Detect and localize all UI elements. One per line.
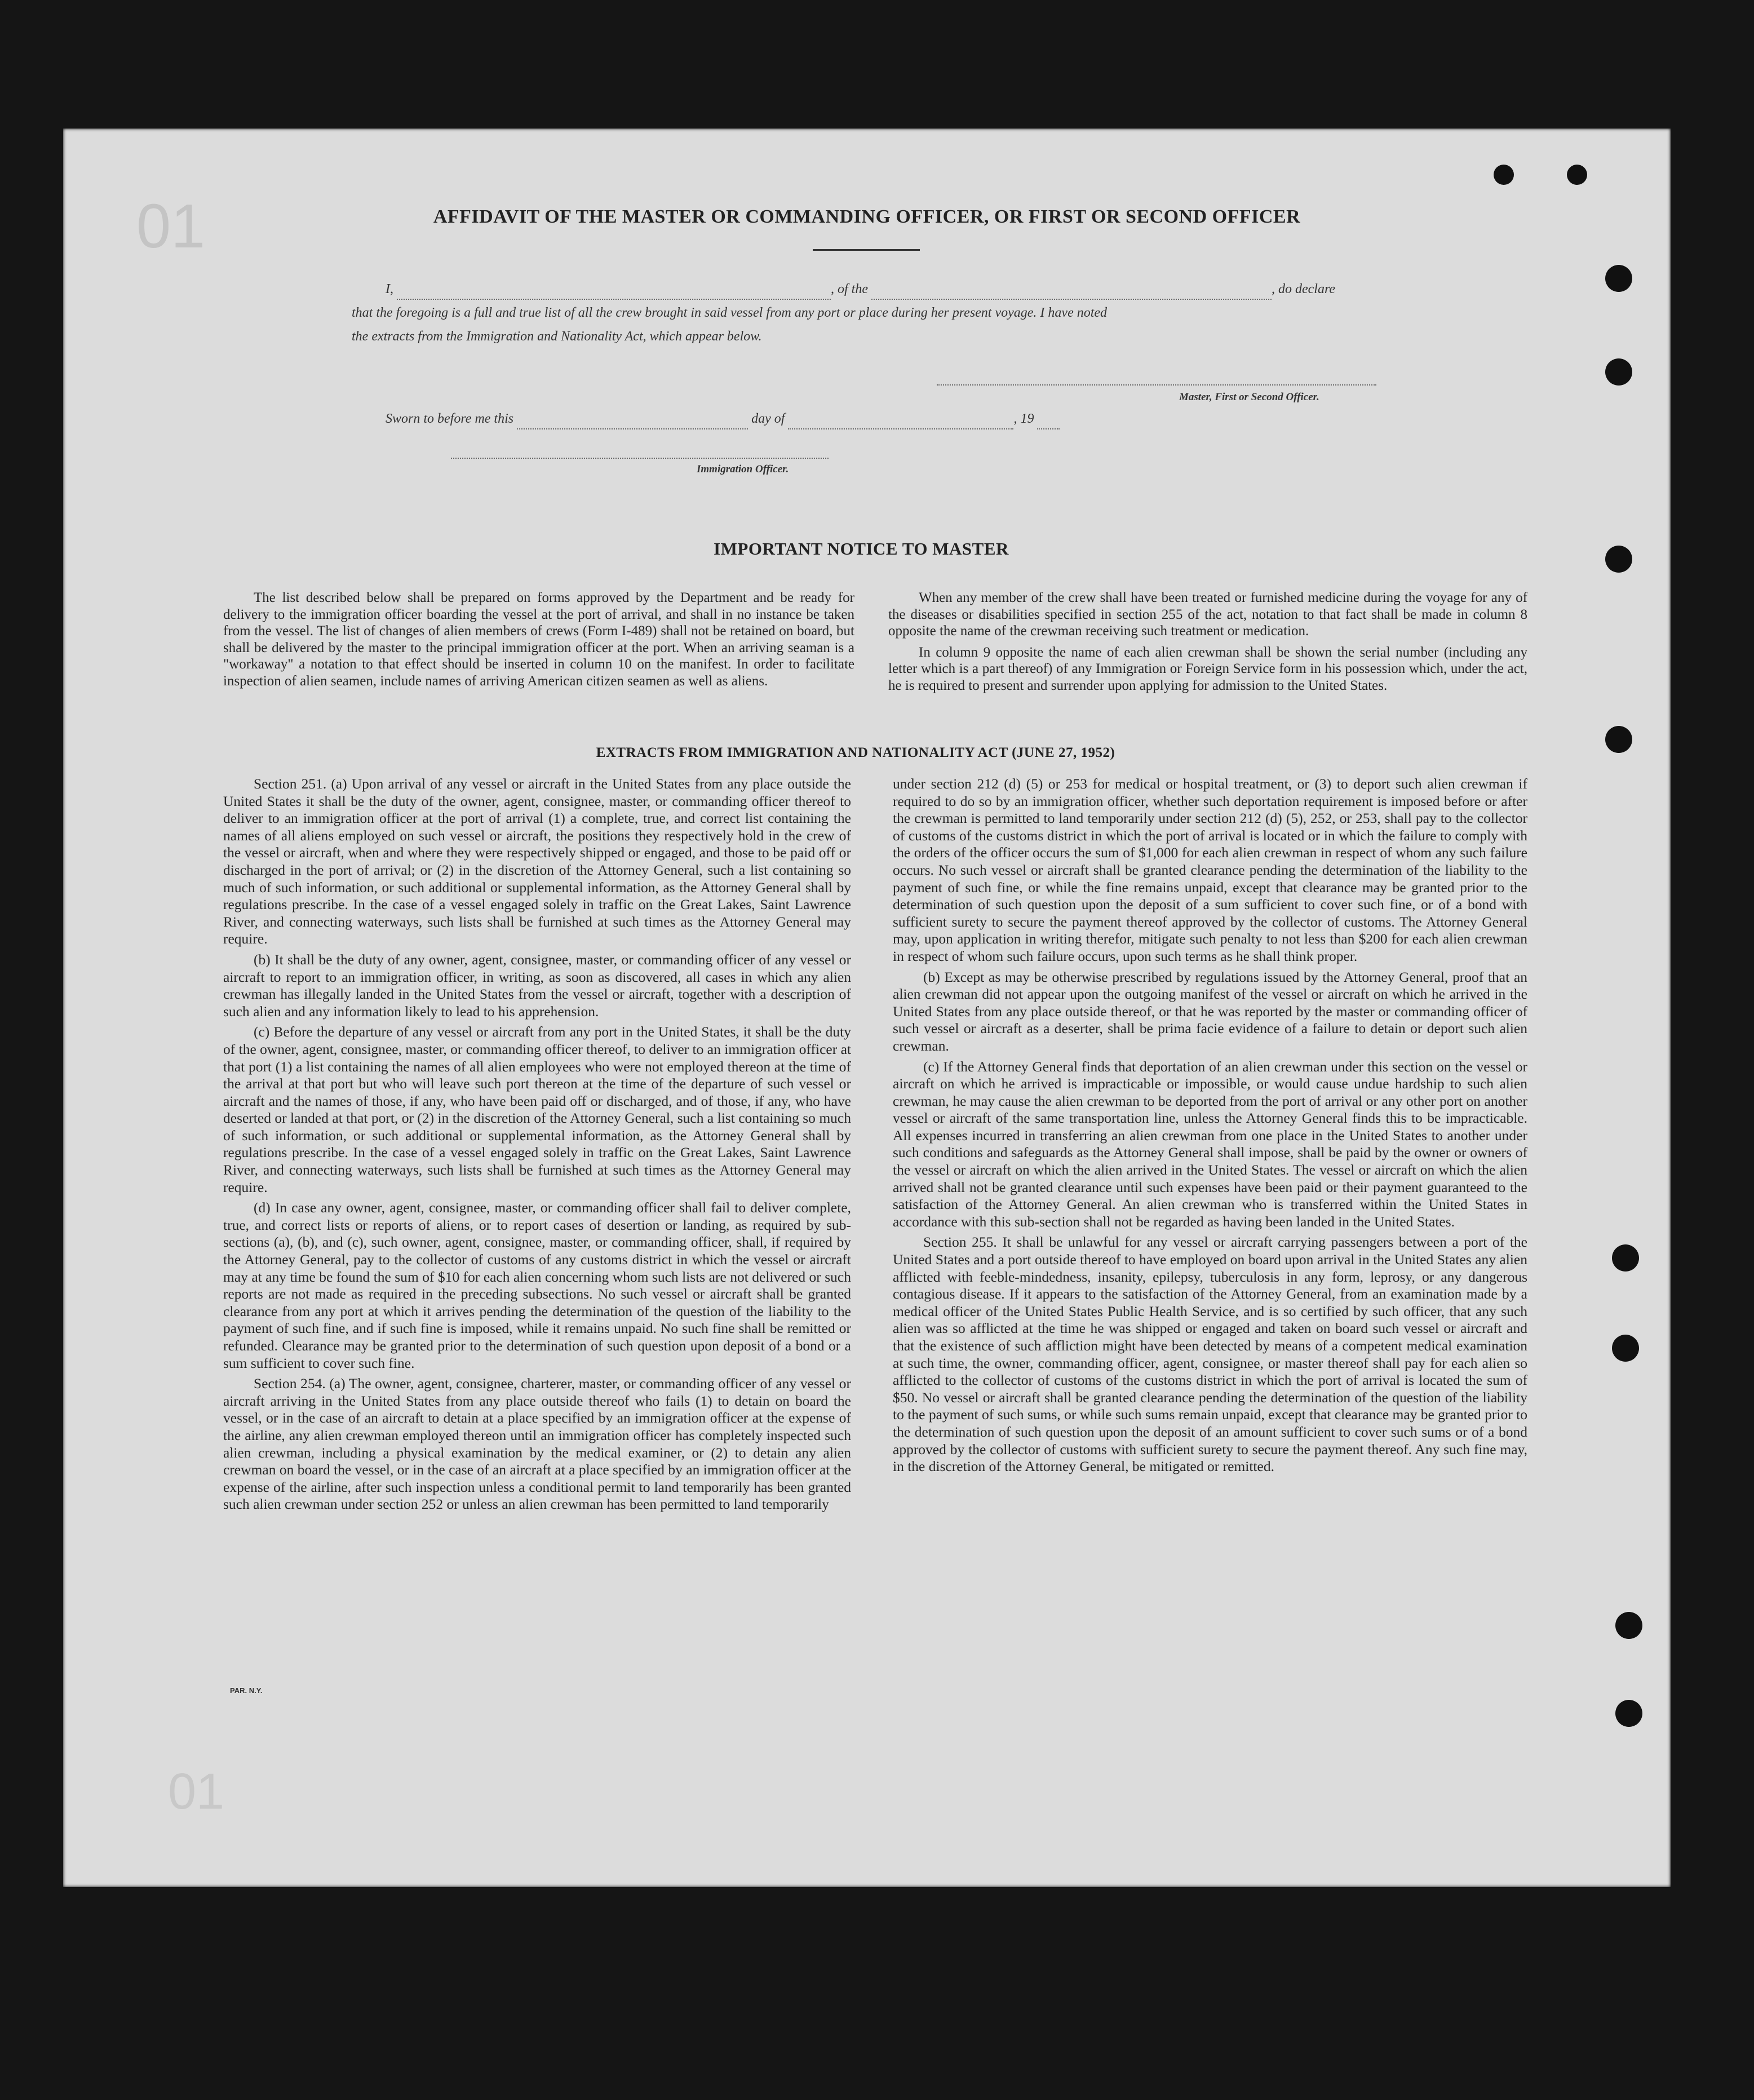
declaration-do-declare: , do declare xyxy=(1272,282,1336,296)
sworn-month-field[interactable] xyxy=(788,416,1013,429)
sworn-text: Sworn to before me this xyxy=(386,411,514,426)
extract-paragraph: (b) Except as may be otherwise prescribed by regulations issued by the Attorney General, proof that an alien crewman did not appear upon the outgoing manifest of the vessel or aircraft on which he arrived in the United States from any place outside thereof, or that he was reported by the master or commanding officer of such vessel or aircraft as a deserter, shall be prima facie evidence of a failure to detain or deport such alien crewman. xyxy=(893,968,1527,1054)
punch-hole xyxy=(1605,358,1632,386)
notice-paragraph: In column 9 opposite the name of each alien crewman shall be shown the serial number (including any letter which is a part thereof) of any Immigration or Foreign Service form in his possession which, under the act, he is required to present and surrender upon applying for admission to the United States. xyxy=(888,644,1527,693)
punch-hole xyxy=(1612,1335,1639,1362)
extract-paragraph: Section 254. (a) The owner, agent, consignee, charterer, master, or commanding officer of any vessel or aircraft arriving in the United States from any place outside thereof who fails (1) to detain on board the vessel, or in the case of an aircraft to detain at a place specified by an immigration officer at the expense of the airline, any alien crewman employed thereon until an immigration officer has completely inspected such alien crewman, including a physical examination by the medical examiner, or (2) to detain any alien crewman on board the vessel, or in the case of an aircraft at a place specified by an immigration officer at the expense of the airline, after such inspection unless a conditional permit to land temporarily has been granted such alien crewman under section 252 or unless an alien crewman has been permitted to land temporarily xyxy=(223,1375,851,1513)
punch-hole xyxy=(1605,265,1632,292)
master-signature-line[interactable] xyxy=(937,384,1376,386)
notice-paragraph: When any member of the crew shall have been treated or furnished medicine during the voyage for any of the diseases or disabilities specified in section 255 of the act, notation to that fact shall be made in column 8 opposite the name of the crewman receiving such treatment or medication. xyxy=(888,590,1527,639)
declaration-of-the: , of the xyxy=(831,282,868,296)
declaration-line-2: that the foregoing is a full and true list of all the crew brought in said vessel from any port or place during her present voyage. I have noted xyxy=(352,305,1108,320)
notice-left-column xyxy=(223,590,854,694)
master-caption: Master, First or Second Officer. xyxy=(1179,391,1319,403)
name-field[interactable] xyxy=(397,286,831,300)
sworn-year-field[interactable] xyxy=(1037,416,1060,429)
affidavit-title: AFFIDAVIT OF THE MASTER OR COMMANDING OFFICER, OR FIRST OR SECOND OFFICER xyxy=(433,206,1301,227)
notice-paragraph: The list described below shall be prepared on forms approved by the Department and be ready for delivery to the immigration officer boarding the vessel at the port of arrival, and shall in no instance be taken from the vessel. The list of changes of alien members of crews (Form I-489) shall not be retained on board, but shall be delivered by the master to the principal immigration officer at the port. When an arriving seaman is a "workaway" a notation to that effect should be inserted in column 10 on the manifest. In order to facilitate inspection of alien seamen, include names of arriving American citizen seamen as well as aliens. xyxy=(223,590,854,689)
extract-paragraph: (c) If the Attorney General finds that deportation of an alien crewman under this section on the vessel or aircraft on which he arrived is impracticable or impossible, or would cause undue hardship to such alien crewman, he may cause the alien crewman to be deported from the port of arrival or any other port on another vessel or aircraft of the same transportation line, unless the Attorney General finds this to be impracticable. All expenses incurred in transferring an alien crewman from one place in the United States to another under such conditions and safeguards as the Attorney General shall impose, shall be paid by the owner or owners of the vessel or aircraft on which the alien arrived in the United States. The vessel or aircraft on which the alien arrived shall not be granted clearance until such expenses have been paid or their payment guaranteed to the satisfaction of the Attorney General. An alien crewman who is transferred within the United States in accordance with this sub-section shall not be regarded as having been landed in the United States. xyxy=(893,1058,1527,1230)
sworn-line xyxy=(386,408,1175,429)
form-page xyxy=(63,129,1671,1887)
extract-paragraph: (b) It shall be the duty of any owner, agent, consignee, master, or commanding officer of any vessel or aircraft to report to an immigration officer, in writing, as soon as discovered, all cases in which any alien crewman has illegally landed in the United States from the vessel or aircraft, together with a description of such alien and any information likely to lead to his apprehension. xyxy=(223,951,851,1020)
vessel-field[interactable] xyxy=(871,286,1272,300)
extract-paragraph: (d) In case any owner, agent, consignee, master, or commanding officer shall fail to deliver complete, true, and correct lists or reports of aliens, or to report cases of desertion or landing, as required by sub-sections (a), (b), and (c), such owner, agent, consignee, master, or commanding officer, shall, if required by the Attorney General, pay to the collector of customs of any customs district in which the vessel or aircraft may at any time be found the sum of $10 for each alien concerning whom such lists are not delivered or such reports are not made as required in the preceding subsections. No such vessel or aircraft shall be granted clearance from any port at which it arrives pending the determination of the question of the liability to the payment of such fine, and if such fine is imposed, while it remains unpaid. No such fine shall be remitted or refunded. Clearance may be granted prior to the determination of such question upon deposit of a bond or a sum sufficient to cover such fine. xyxy=(223,1199,851,1371)
title-underline xyxy=(813,249,920,251)
punch-hole xyxy=(1615,1700,1642,1727)
declaration-line-1 xyxy=(386,278,1445,300)
punch-hole xyxy=(1567,165,1587,185)
notice-title: IMPORTANT NOTICE TO MASTER xyxy=(714,539,1009,559)
extracts-right-column xyxy=(893,776,1527,1479)
declaration-i: I, xyxy=(386,282,393,296)
extract-paragraph: Section 251. (a) Upon arrival of any vessel or aircraft in the United States from any place outside the United States it shall be the duty of the owner, agent, consignee, master, or commanding officer thereof to deliver to an immigration officer at the port of arrival (1) a complete, true, and correct list containing the names of all aliens employed on such vessel or aircraft, the positions they respectively hold in the crew of the vessel or aircraft, when and where they were respectively shipped or engaged, and those to be paid off or discharged in the port of arrival; or (2) in the discretion of the Attorney General, such a list containing so much of such information, or such additional or supplemental information, as the Attorney General shall by regulations prescribe. In the case of a vessel engaged solely in traffic on the Great Lakes, Saint Lawrence River, and connecting waterways, such lists shall be furnished at such times as the Attorney General may require. xyxy=(223,776,851,947)
year-prefix: , 19 xyxy=(1013,411,1034,426)
printer-mark: PAR. N.Y. xyxy=(230,1686,263,1695)
declaration-line-3: the extracts from the Immigration and Nationality Act, which appear below. xyxy=(352,329,762,344)
extracts-title: EXTRACTS FROM IMMIGRATION AND NATIONALITY ACT (JUNE 27, 1952) xyxy=(596,745,1115,760)
punch-hole xyxy=(1615,1612,1642,1639)
officer-signature-line[interactable] xyxy=(451,458,829,459)
day-of-text: day of xyxy=(751,411,785,426)
extract-paragraph: (c) Before the departure of any vessel or aircraft from any port in the United States, it shall be the duty of the owner, agent, consignee, master, or commanding officer thereof, to deliver to an immigration officer at that port (1) a list containing the names of all alien employees who were not employed thereon at the time of the arrival at that port but who will leave such port thereon at the time of the departure of such vessel or aircraft and the names of those, if any, who have been paid off or discharged, and of those, if any, who have deserted or landed at that port, or (2) in the discretion of the Attorney General, such a list containing so much of such information, or such additional or supplemental information, as the Attorney General shall by regulations prescribe. In the case of a vessel engaged solely in traffic on the Great Lakes, Saint Lawrence River, and connecting waterways, such lists shall be furnished at such times as the Attorney General may require. xyxy=(223,1024,851,1195)
punch-hole xyxy=(1612,1244,1639,1271)
punch-hole xyxy=(1494,165,1514,185)
extract-paragraph: under section 212 (d) (5) or 253 for medical or hospital treatment, or (3) to deport such alien crewman if required to do so by an immigration officer, whether such deportation requirement is imposed before or after the crewman is permitted to land temporarily under section 212 (d) (5), 252, or 253, shall pay to the collector of customs of the customs district in which the port of arrival is located or in which the failure to comply with the orders of the officer occurs the sum of $1,000 for each alien crewman in respect of whom any such failure occurs. No such vessel or aircraft shall be granted clearance pending the determination of the liability to the payment of such fine, or while the fine remains unpaid, except that clearance may be granted prior to the determination of such question upon the deposit of a sum sufficient to cover such fine, or of a bond with sufficient surety to secure the payment thereof approved by the collector of customs. The Attorney General may, upon application in writing therefor, mitigate such penalty to not less than $200 for each alien crewman in respect of whom such failure occurs, upon such terms as he shall think proper. xyxy=(893,776,1527,964)
extracts-left-column xyxy=(223,776,851,1517)
margin-mark: 01 xyxy=(136,192,206,261)
sworn-day-field[interactable] xyxy=(517,416,748,429)
notice-right-column xyxy=(888,590,1527,699)
officer-caption: Immigration Officer. xyxy=(697,463,789,475)
extract-paragraph: Section 255. It shall be unlawful for any vessel or aircraft carrying passengers between a port of the United States and a port outside thereof to have employed on board upon arrival in the United States any alien afflicted with feeble-mindedness, insanity, epilepsy, tuberculosis in any form, leprosy, or any dangerous contagious disease. If it appears to the satisfaction of the Attorney General, from an examination made by a medical officer of the United States Public Health Service, and is so certified by such officer, that any such alien was so afflicted at the time he was shipped or engaged and taken on board such vessel or aircraft and that the existence of such affliction might have been detected by means of a competent medical examination at such time, the owner, commanding officer, agent, consignee, or master thereof shall pay for each alien so afflicted to the collector of customs of the customs district in which the port of arrival is located the sum of $50. No vessel or aircraft shall be granted clearance pending the determination of the question of the liability to the payment of such sums, or while such sums remain unpaid, except that clearance may be granted prior to the determination of such question upon the deposit of an amount sufficient to cover such sums or of a bond approved by the collector of customs with sufficient surety to secure the payment thereof. Any such fine may, in the discretion of the Attorney General, be mitigated or remitted. xyxy=(893,1234,1527,1475)
margin-mark: 01 xyxy=(168,1764,225,1820)
